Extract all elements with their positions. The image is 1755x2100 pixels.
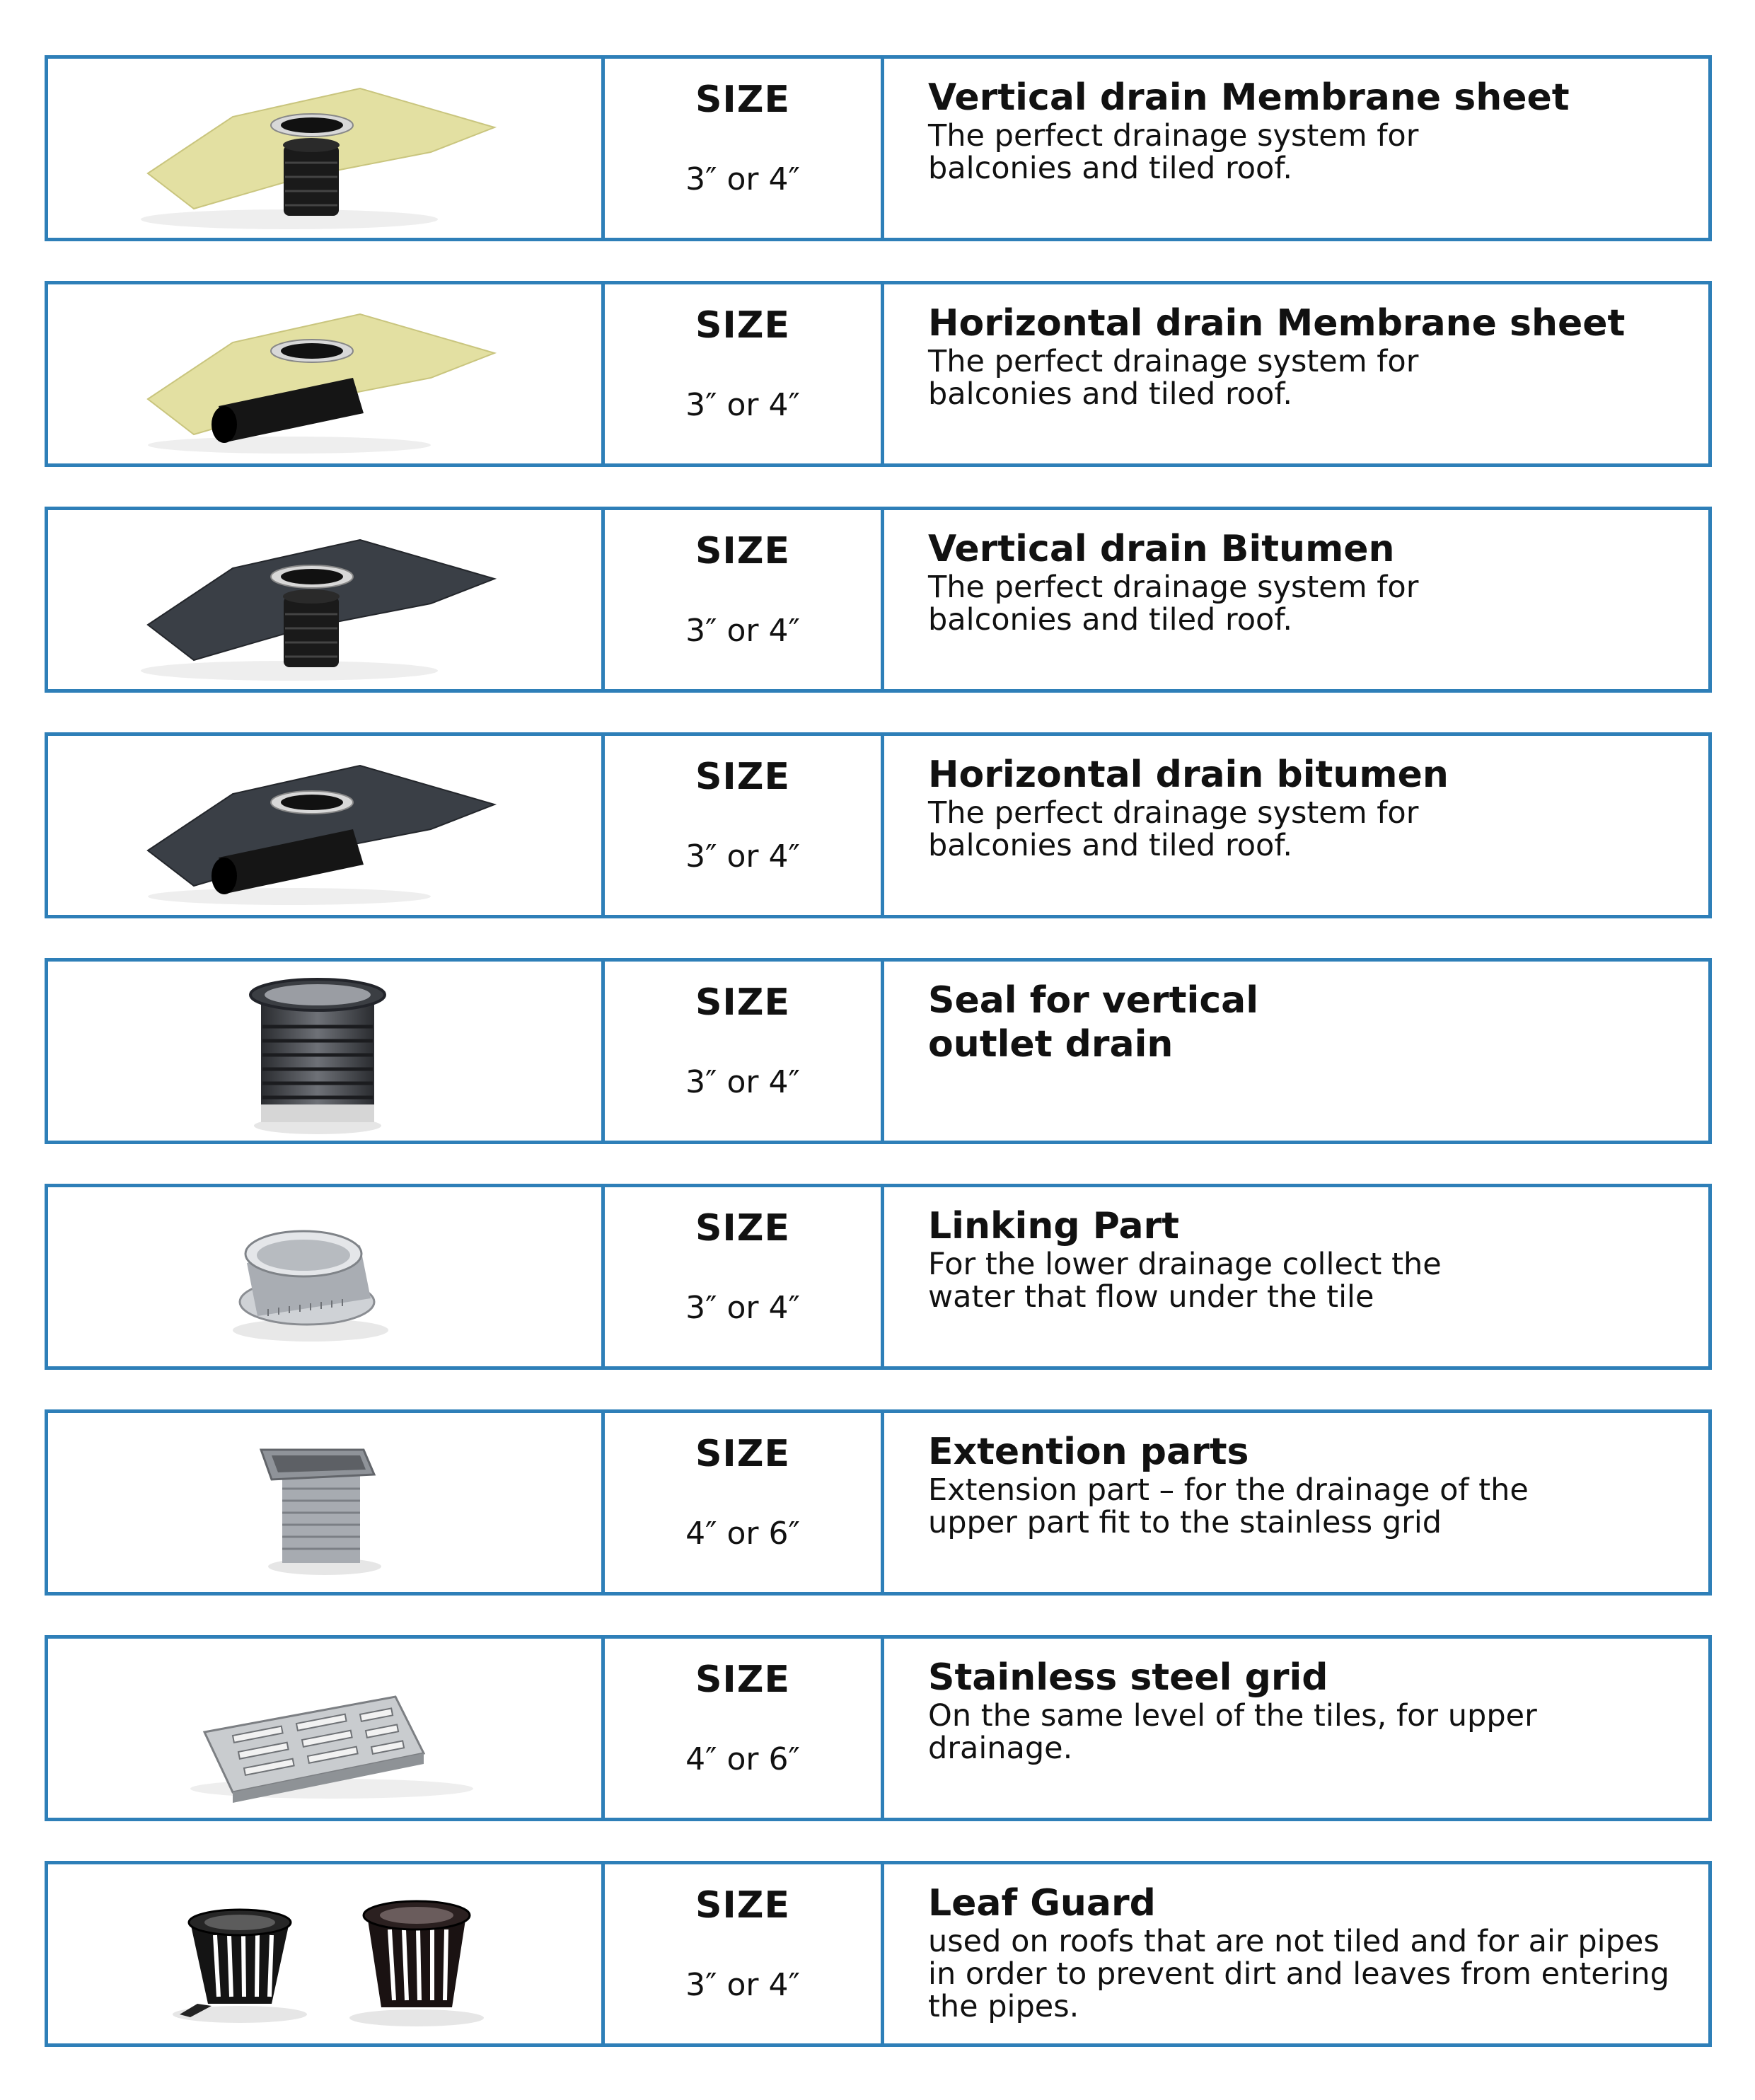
size-cell (605, 1187, 884, 1366)
product-description: The perfect drainage system for balconies and tiled roof. (928, 795, 1419, 863)
vertical-drain-bitumen-image (127, 519, 523, 681)
horizontal-drain-bitumen-image (127, 744, 523, 907)
size-value: 3″ or 4″ (685, 387, 800, 423)
description-cell (884, 962, 1708, 1141)
seal-image (127, 967, 523, 1136)
product-title: Leaf Guard (928, 1882, 1156, 1925)
product-row-vertical-drain-bitumen (45, 507, 1712, 693)
extension-part-image (127, 1421, 523, 1584)
product-image-cell (48, 510, 605, 689)
stainless-grid-image (127, 1647, 523, 1810)
size-value: 3″ or 4″ (685, 838, 800, 875)
horizontal-drain-membrane-image (127, 293, 523, 456)
product-row-extension-part (45, 1409, 1712, 1596)
description-cell (884, 284, 1708, 463)
size-cell (605, 1639, 884, 1818)
size-value: 4″ or 6″ (685, 1516, 800, 1552)
size-label: SIZE (695, 756, 791, 798)
product-title: Extention parts (928, 1431, 1249, 1473)
product-description: Extension part – for the drainage of the upper part fit to the stainless grid (928, 1472, 1529, 1540)
size-label: SIZE (695, 530, 791, 572)
size-value: 3″ or 4″ (685, 161, 800, 197)
description-cell (884, 1864, 1708, 2043)
product-description: On the same level of the tiles, for upper drainage. (928, 1698, 1537, 1766)
product-description: The perfect drainage system for balconies and tiled roof. (928, 118, 1419, 186)
product-description: The perfect drainage system for balconies and tiled roof. (928, 570, 1419, 638)
product-row-linking-part (45, 1184, 1712, 1370)
product-image-cell (48, 59, 605, 238)
size-value: 3″ or 4″ (685, 1290, 800, 1326)
size-cell (605, 284, 884, 463)
size-label: SIZE (695, 79, 791, 121)
size-cell (605, 736, 884, 915)
product-image-cell (48, 962, 605, 1141)
product-image-cell (48, 284, 605, 463)
product-description: For the lower drainage collect the water that flow under the tile (928, 1247, 1442, 1315)
description-cell (884, 736, 1708, 915)
size-cell (605, 510, 884, 689)
size-label: SIZE (695, 981, 791, 1024)
size-value: 3″ or 4″ (685, 613, 800, 649)
size-value: 3″ or 4″ (685, 1064, 800, 1100)
product-row-stainless-grid (45, 1635, 1712, 1821)
product-image-cell (48, 1639, 605, 1818)
description-cell (884, 1639, 1708, 1818)
product-image-cell (48, 1413, 605, 1592)
size-value: 3″ or 4″ (685, 1967, 800, 2003)
product-image-cell (48, 1864, 605, 2043)
product-title: Vertical drain Membrane sheet (928, 76, 1570, 119)
leaf-guard-image (112, 1873, 537, 2036)
size-cell (605, 59, 884, 238)
description-cell (884, 1187, 1708, 1366)
size-value: 4″ or 6″ (685, 1741, 800, 1777)
product-row-seal (45, 958, 1712, 1144)
size-label: SIZE (695, 1207, 791, 1250)
description-cell (884, 1413, 1708, 1592)
linking-part-image (127, 1196, 523, 1358)
product-title: Horizontal drain Membrane sheet (928, 302, 1626, 345)
product-description: The perfect drainage system for balconies and tiled roof. (928, 344, 1419, 412)
product-row-vertical-drain-membrane (45, 55, 1712, 241)
product-row-horizontal-drain-bitumen (45, 732, 1712, 918)
size-cell (605, 962, 884, 1141)
product-image-cell (48, 1187, 605, 1366)
product-image-cell (48, 736, 605, 915)
product-row-leaf-guard (45, 1861, 1712, 2047)
product-description: used on roofs that are not tiled and for air pipes in order to prevent dirt and leaves from entering the pipes. (928, 1924, 1669, 2024)
size-cell (605, 1413, 884, 1592)
description-cell (884, 59, 1708, 238)
size-label: SIZE (695, 304, 791, 347)
product-title: Seal for vertical outlet drain (928, 979, 1259, 1066)
description-cell (884, 510, 1708, 689)
vertical-drain-membrane-image (127, 67, 523, 230)
product-title: Linking Part (928, 1205, 1180, 1247)
product-title: Stainless steel grid (928, 1656, 1328, 1699)
product-title: Vertical drain Bitumen (928, 528, 1395, 570)
size-label: SIZE (695, 1433, 791, 1475)
product-row-horizontal-drain-membrane (45, 281, 1712, 467)
product-title: Horizontal drain bitumen (928, 754, 1449, 796)
size-label: SIZE (695, 1658, 791, 1701)
size-cell (605, 1864, 884, 2043)
size-label: SIZE (695, 1884, 791, 1927)
